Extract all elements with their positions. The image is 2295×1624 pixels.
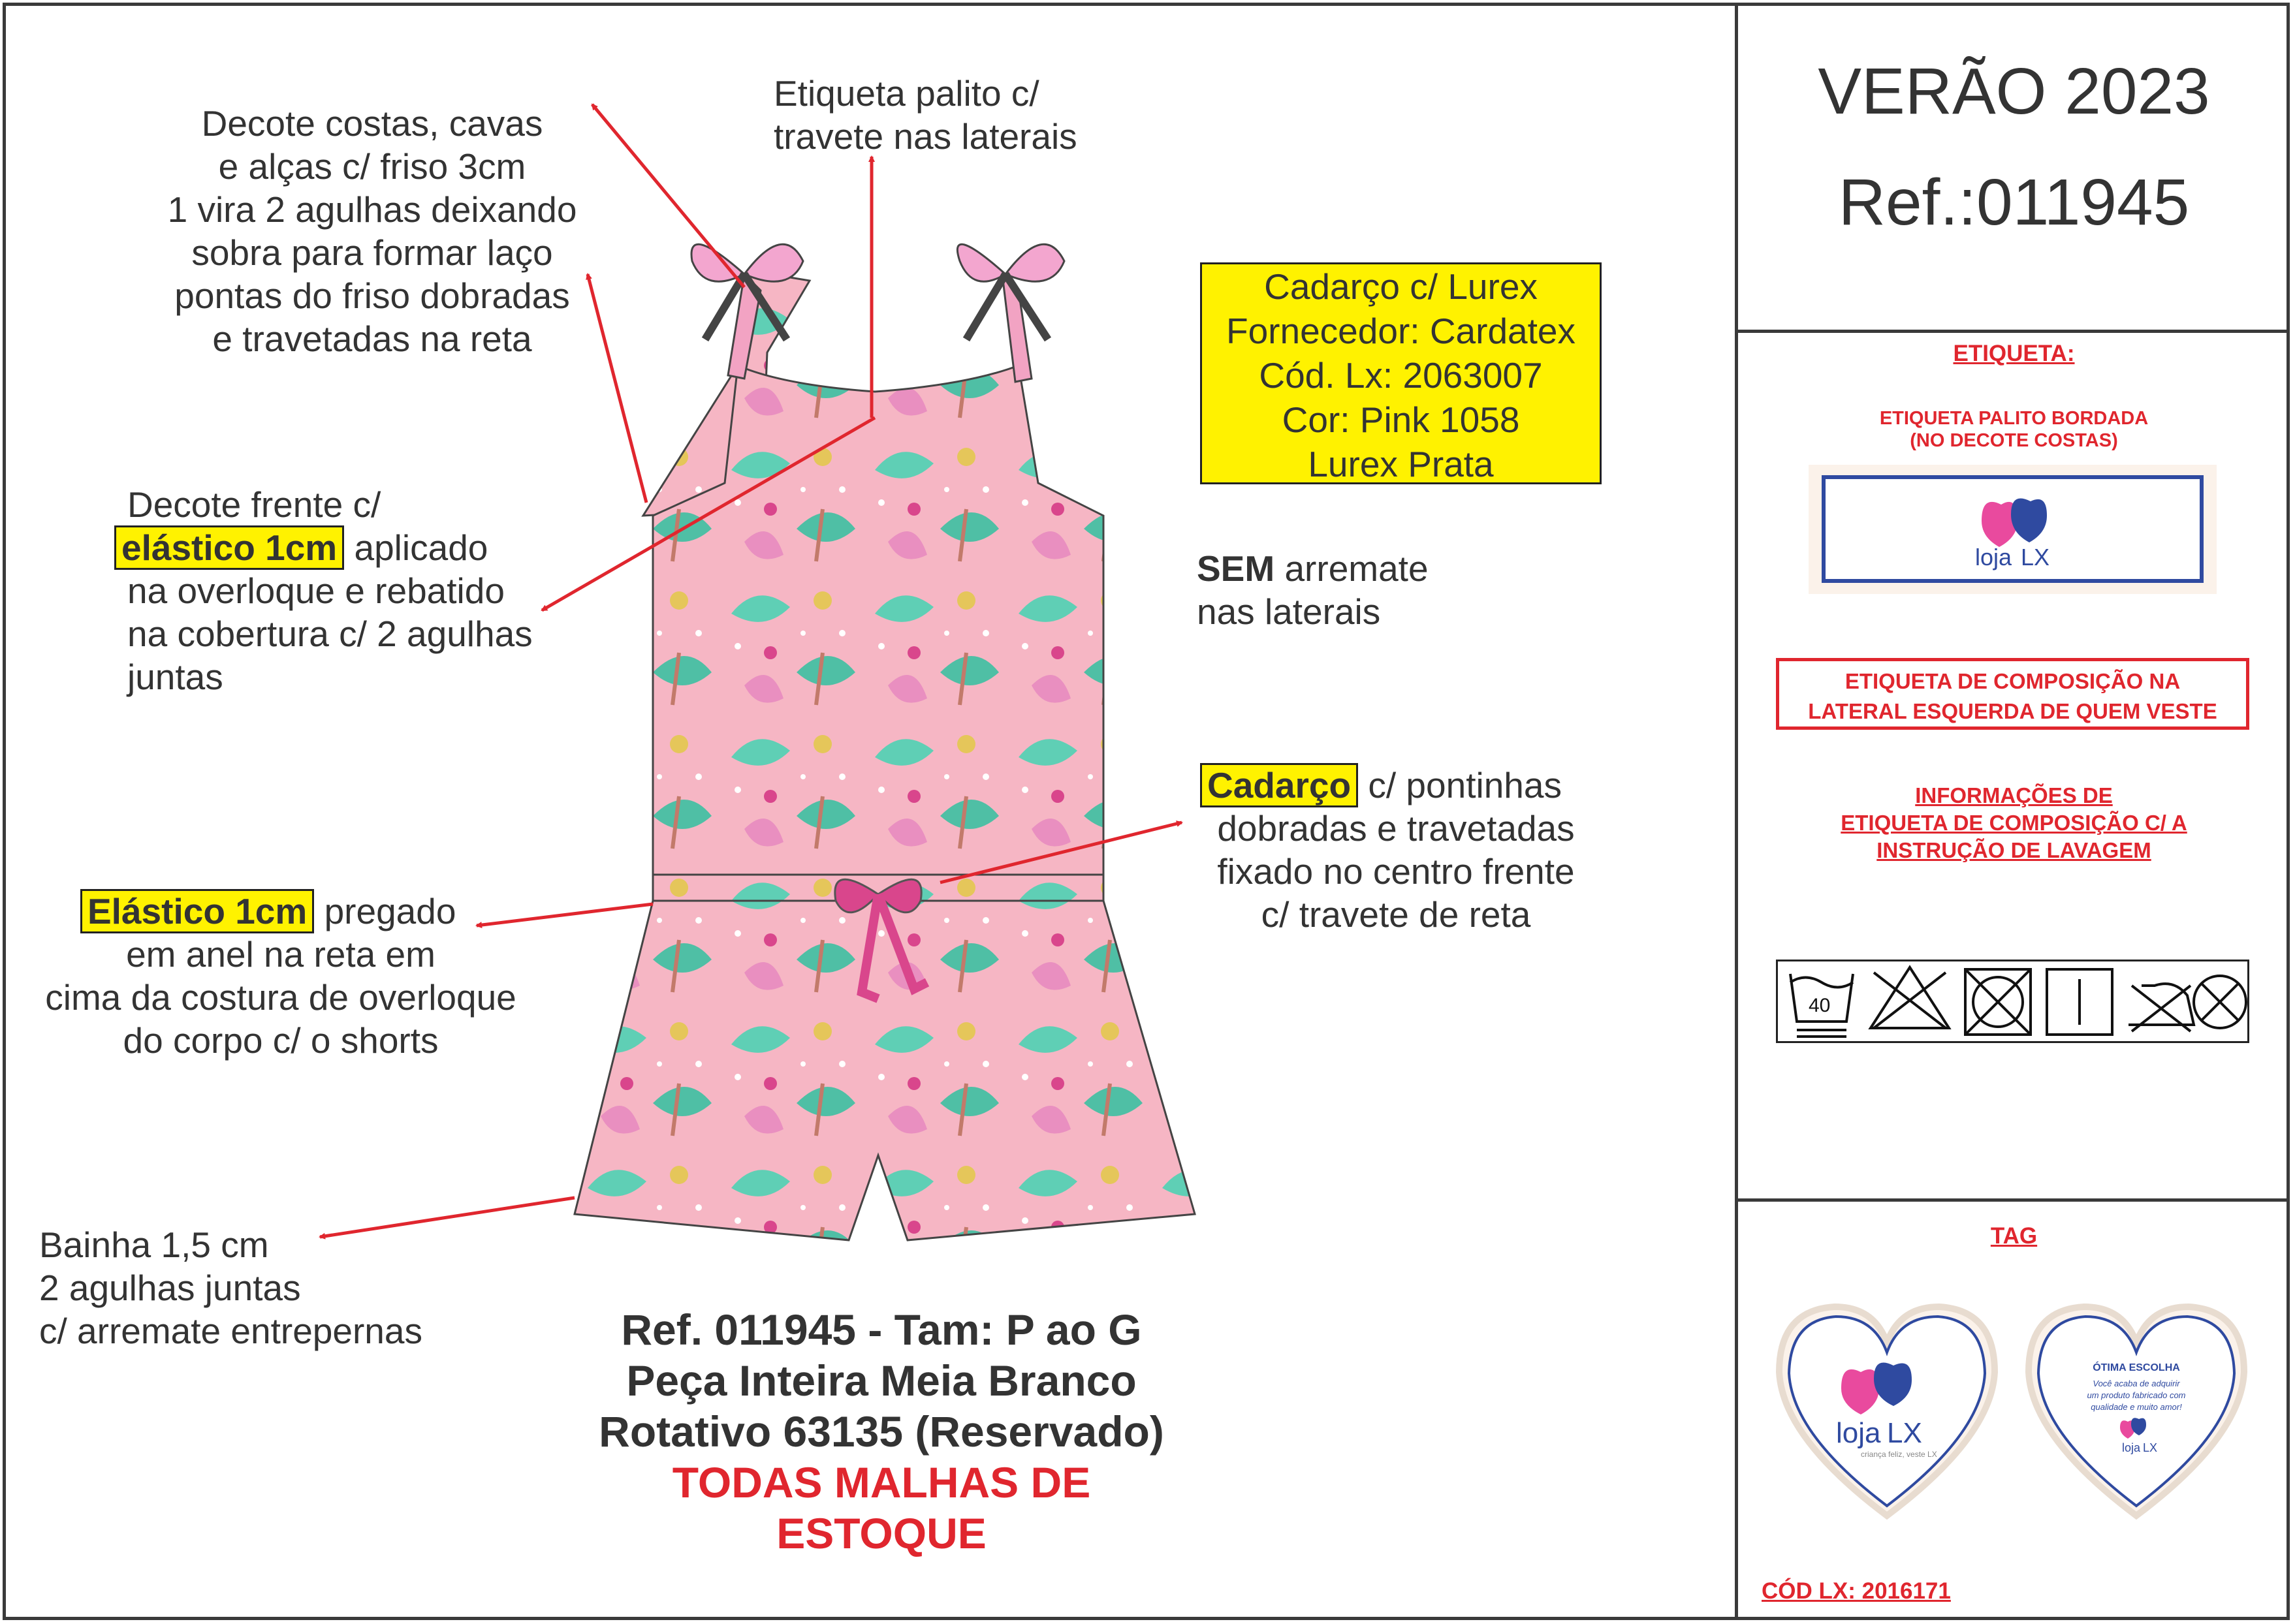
svg-text:loja: loja: [2122, 1441, 2141, 1454]
tag-front-heart-icon: [1769, 1294, 2004, 1529]
note-elastico-cintura: Elástico 1cm pregado em anel na reta em cima da costura de overloque do corpo c/ o shorts: [29, 890, 532, 1062]
svg-text:LX: LX: [2143, 1441, 2158, 1454]
note-decote-costas: Decote costas, cavas e alças c/ friso 3cm 1 vira 2 agulhas deixando sobra para formar laço pontas do friso dobradas e travetadas na reta: [167, 103, 577, 359]
embroidered-label: [1822, 475, 2204, 583]
composition-label-box: ETIQUETA DE COMPOSIÇÃO NA LATERAL ESQUERDA DE QUEM VESTE: [1776, 658, 2249, 730]
note-bainha: Bainha 1,5 cm 2 agulhas juntas c/ arremate entrepernas: [39, 1225, 422, 1351]
etiqueta-title: ETIQUETA:: [1953, 341, 2075, 366]
svg-text:qualidade e muito amor!: qualidade e muito amor!: [2091, 1402, 2182, 1412]
no-bleach-icon: [1871, 967, 1949, 1028]
lurex-info-box: Cadarço c/ Lurex Fornecedor: Cardatex Cód. Lx: 2063007 Cor: Pink 1058 Lurex Prata: [1200, 262, 1602, 484]
svg-text:40: 40: [1809, 995, 1831, 1016]
tag-back-heart-icon: [2019, 1294, 2254, 1529]
product-info: Ref. 011945 - Tam: P ao G Peça Inteira Meia Branco Rotativo 63135 (Reservado) TODAS MALHAS DE ESTOQUE: [599, 1305, 1164, 1557]
wash-40-icon: [1790, 974, 1853, 1037]
season-title: VERÃO 2023: [1818, 55, 2210, 128]
svg-text:loja: loja: [1975, 544, 2012, 570]
highlight-elastico-cintura: Elástico 1cm: [80, 889, 314, 933]
line-dry-icon: [2047, 969, 2112, 1035]
note-etiqueta-palito: Etiqueta palito c/ travete nas laterais: [774, 73, 1077, 157]
svg-text:loja: loja: [1836, 1417, 1881, 1449]
highlight-elastico-frente: elástico 1cm: [114, 525, 344, 570]
svg-text:LX: LX: [2021, 544, 2050, 570]
highlight-cadarco: Cadarço: [1200, 763, 1358, 807]
cod-lx: CÓD LX: 2016171: [1762, 1578, 1951, 1604]
note-cadarco: Cadarço c/ pontinhas dobradas e travetadas fixado no centro frente c/ travete de reta: [1200, 764, 1592, 936]
etiqueta-desc: ETIQUETA PALITO BORDADA (NO DECOTE COSTAS): [1879, 408, 2149, 451]
svg-text:LX: LX: [1887, 1417, 1922, 1449]
no-tumble-dry-icon: [1965, 969, 2031, 1035]
tag-title: TAG: [1990, 1223, 2038, 1249]
svg-text:um produto fabricado com: um produto fabricado com: [2087, 1390, 2186, 1400]
composition-info: INFORMAÇÕES DE ETIQUETA DE COMPOSIÇÃO C/ A INSTRUÇÃO DE LAVAGEM: [1841, 783, 2187, 862]
svg-text:Você acaba de adquirir: Você acaba de adquirir: [2093, 1379, 2180, 1388]
no-dry-clean-icon: [2194, 976, 2246, 1028]
svg-text:criança feliz, veste LX: criança feliz, veste LX: [1861, 1450, 1937, 1459]
loja-lx-logo-icon: [1822, 475, 2204, 583]
note-decote-frente: Decote frente c/ elástico 1cm aplicado na overloque e rebatido na cobertura c/ 2 agulhas juntas: [114, 483, 533, 698]
ref-title: Ref.:011945: [1838, 166, 2190, 239]
note-sem-arremate: SEM arremate nas laterais: [1197, 548, 1429, 632]
care-symbols: [1776, 960, 2249, 1043]
svg-text:ÓTIMA ESCOLHA: ÓTIMA ESCOLHA: [2093, 1362, 2180, 1373]
no-iron-icon: [2129, 984, 2194, 1031]
